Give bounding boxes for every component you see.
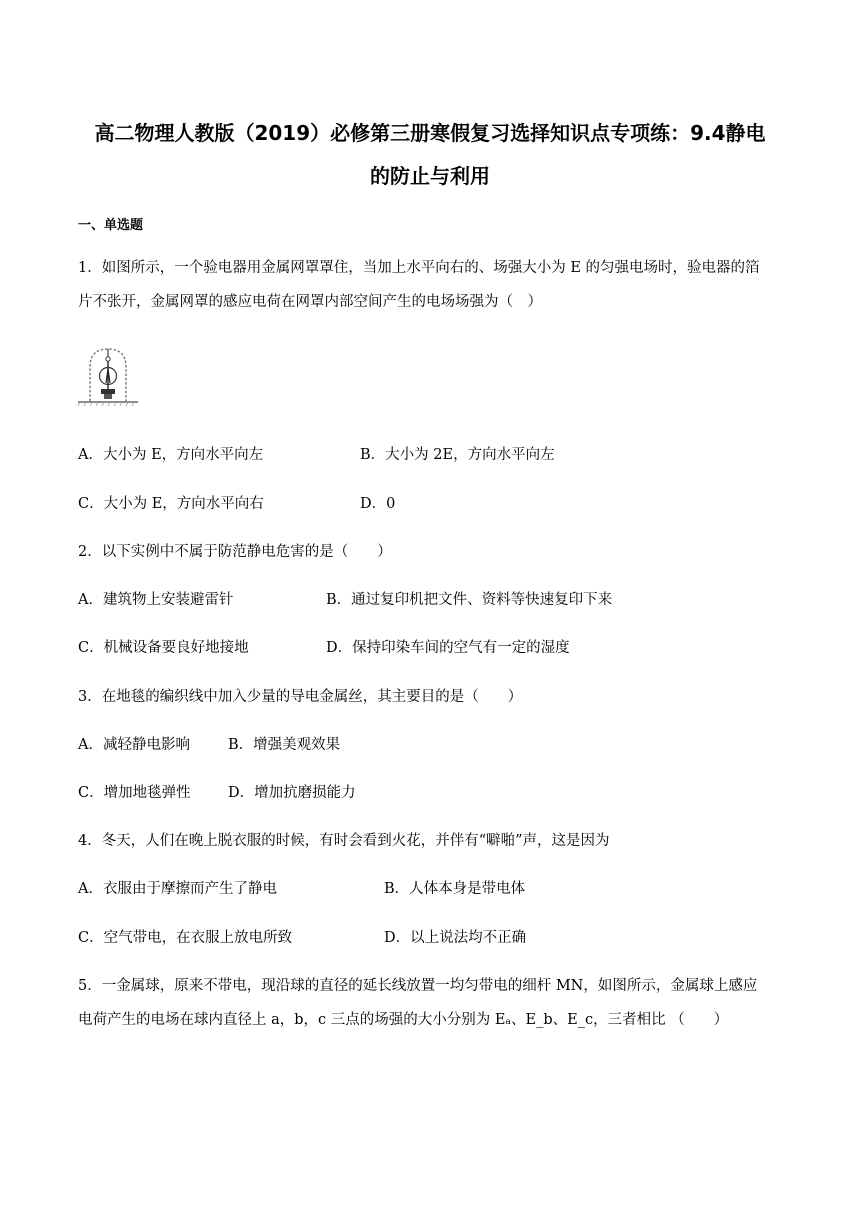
q3-option-c: C．增加地毯弹性 (78, 785, 191, 801)
electroscope-figure (78, 345, 138, 407)
q4-option-b: B．人体本身是带电体 (384, 881, 526, 897)
q4-option-c: C．空气带电，在衣服上放电所致 (78, 930, 293, 946)
document-title-line-1: 高二物理人教版（2019）必修第三册寒假复习选择知识点专项练：9.4静电 (94, 121, 766, 145)
q1-option-b: B．大小为 2E，方向水平向左 (360, 447, 555, 463)
q2-option-c: C．机械设备要良好地接地 (78, 640, 249, 656)
section-heading: 一、单选题 (78, 218, 144, 233)
q4-option-a: A．衣服由于摩擦而产生了静电 (78, 881, 277, 897)
q2-option-a: A．建筑物上安装避雷针 (78, 592, 234, 608)
q5-stem-line-2: 电荷产生的电场在球内直径上 a，b，c 三点的场强的大小分别为 Eₐ、E_b、E_c，三者相比 （ ） (78, 1012, 729, 1028)
q3-option-d: D．增加抗磨损能力 (228, 785, 356, 801)
q3-stem: 3．在地毯的编织线中加入少量的导电金属丝，其主要目的是（ ） (78, 689, 523, 705)
q1-stem-line-2: 片不张开，金属网罩的感应电荷在网罩内部空间产生的电场场强为（ ） (78, 294, 542, 310)
q4-option-d: D．以上说法均不正确 (384, 930, 527, 946)
q1-option-d: D．0 (360, 496, 396, 512)
q1-stem-line-1: 1．如图所示，一个验电器用金属网罩罩住，当加上水平向右的、场强大小为 E 的匀强电场时，验电器的箔 (78, 260, 760, 276)
q3-option-a: A．减轻静电影响 (78, 737, 190, 753)
q3-option-b: B．增强美观效果 (228, 737, 341, 753)
q2-option-d: D．保持印染车间的空气有一定的湿度 (326, 640, 570, 656)
q1-option-c: C．大小为 E，方向水平向右 (78, 496, 264, 512)
q5-stem-line-1: 5．一金属球，原来不带电，现沿球的直径的延长线放置一均匀带电的细杆 MN，如图所示，金属球上感应 (78, 978, 758, 994)
document-title-line-2: 的防止与利用 (370, 164, 490, 188)
q1-option-a: A．大小为 E，方向水平向左 (78, 447, 264, 463)
q2-stem: 2．以下实例中不属于防范静电危害的是（ ） (78, 544, 392, 560)
q2-option-b: B．通过复印机把文件、资料等快速复印下来 (326, 592, 613, 608)
q4-stem: 4．冬天，人们在晚上脱衣服的时候，有时会看到火花，并伴有“噼啪”声，这是因为 (78, 833, 610, 849)
